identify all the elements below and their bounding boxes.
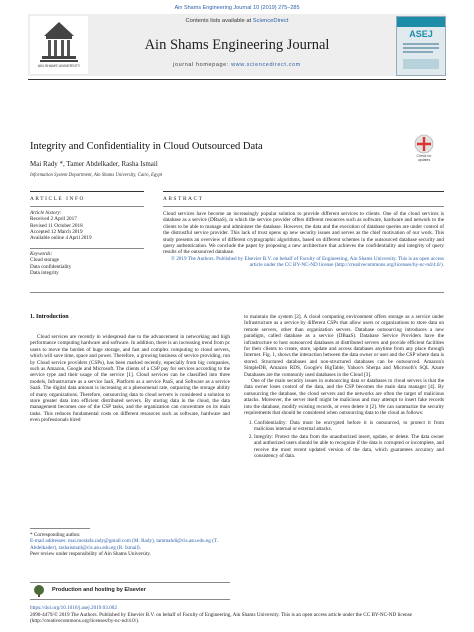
sciencedirect-link[interactable]: ScienceDirect xyxy=(252,18,289,24)
contents-prefix: Contents lists available at xyxy=(185,18,253,24)
intro-paragraph: Cloud services are recently in widespread due to the advancement in networking and high performance computing hardware and software. In addition, there is an increasing trend from pc users to move the burden of huge storage, and fast and complex computing to cloud servers, which will save time, space and power. Therefore, a growing business of service providing, run by Cloud service providers (CSPs), has been marked recently, especially from big companies, such as Amazon, Google and Microsoft. The clients of a CSP pay for services according to the service type and their usage of the service [1]. Cloud services can be classified into three models, Infrastructure as a service IaaS, Platform as a service PaaS, and Software as a service SaaS. The digital data amount is increasing at a phenomenal rate, outpacing the storage ability of many organizations. Therefore, outsourcing data to cloud servers is considered a solution to store greater data into efficient distributed servers. By storing data in the cloud, the data management becomes one of the CSP tasks, and the organization can concentrate on its main tasks. This reduces fundamental costs on different resources such as software, hardware and even professionals hired xyxy=(30,334,230,424)
header-rule xyxy=(28,79,446,80)
keyword-item: Data integrity xyxy=(30,269,59,276)
homepage-line xyxy=(92,62,382,68)
journal-name: Ain Shams Engineering Journal xyxy=(144,37,330,53)
crossmark-icon xyxy=(410,134,438,154)
license-line: 2090-4479/© 2019 The Authors. Published by Elsevier B.V. on behalf of Faculty of Engineering, Ain Shams University. This is an open access article under the CC BY-NC-ND license (http://creativecommons.org/licenses/by-nc-nd/4.0/). xyxy=(30,612,412,625)
cover-title: ASEJ xyxy=(409,29,433,39)
university-logo xyxy=(30,16,88,74)
intro-right-column xyxy=(244,314,444,461)
security-requirements-list xyxy=(244,420,444,460)
contents-line xyxy=(92,18,382,24)
journal-reference[interactable]: Ain Shams Engineering Journal 10 (2019) 275–285 xyxy=(174,5,300,11)
abstract-top-rule xyxy=(163,191,444,192)
history-accepted: Accepted 12 March 2019 xyxy=(30,228,83,235)
crossmark-badge[interactable] xyxy=(410,134,438,162)
homepage-prefix: journal homepage: xyxy=(173,62,232,68)
keyword-item: Cloud storage xyxy=(30,257,59,264)
intro-heading: 1. Introduction xyxy=(30,314,69,320)
cover-band xyxy=(397,17,445,27)
author-list: Mai Rady *, Tamer Abdelkader, Rasha Ismail xyxy=(30,160,158,168)
university-name: AIN SHAMS UNIVERSITY xyxy=(37,64,81,68)
footnote-corresponding: * Corresponding author. xyxy=(30,532,81,538)
article-title: Integrity and Confidentiality in Cloud Outsourced Data xyxy=(30,141,263,152)
article-history xyxy=(30,210,142,241)
elsevier-tree-icon xyxy=(32,585,46,597)
history-revised: Revised 11 October 2018 xyxy=(30,222,83,229)
info-top-rule xyxy=(30,191,144,192)
intro-left-column xyxy=(30,334,230,424)
doi-link[interactable]: https://doi.org/10.1016/j.asej.2019.03.002 xyxy=(30,605,117,611)
article-info-heading: ARTICLE INFO xyxy=(30,196,85,202)
abstract-copyright[interactable]: © 2019 The Authors. Published by Elsevier B.V. on behalf of Faculty of Engineering, Ain Shams University. This is an open access article under the CC BY-NC-ND license (http://creativecommons.org/licenses/by-nc-nd/4.0/). xyxy=(170,255,444,269)
list-item: 1. Confidentiality: Data must be encrypted before it is outsourced, to protect it from malicious internal or external attacks. xyxy=(254,420,444,433)
keywords-block xyxy=(30,251,142,276)
history-online: Available online 4 April 2019 xyxy=(30,235,92,242)
production-label: Production and hosting by Elsevier xyxy=(52,587,146,593)
homepage-link[interactable]: www.sciencedirect.com xyxy=(231,62,301,68)
keywords-label: Keywords: xyxy=(30,251,53,257)
crossmark-label: Check for updates xyxy=(416,154,432,162)
production-box xyxy=(30,582,230,600)
footnote-peer-review: Peer review under responsibility of Ain Shams University. xyxy=(30,550,151,557)
abstract-text: Cloud services have become an increasingly popular solution to provide different services to clients. One of the cloud services is database as a service (DBaaS), in which the service provider offers different resources such as software, hardware and network to the clients to be able to manage and administer the database. However, the data and the execution of database queries are under control of the distrustful service provider. This lack of trust opens up new security issues and serves as the chief motivation of our work. This study presents an overview of different cryptographic algorithms, based on different schemes in the outsourced database security and query authentication. We conclude the paper by proposing a new architecture that achieves the confidentiality and integrity of query results of the outsourced database. xyxy=(163,211,444,256)
journal-cover[interactable] xyxy=(396,16,446,76)
intro-paragraph: One of the main security issues in outsourcing data or databases to cloud servers is that the data owner loses control of the data, and the CSP becomes the main data manager [4]. By outsourcing the database, the cloud servers and the networks are often the target of malicious attacks. Moreover, the server itself might be malicious and may attempt to insert fake records into the database, modify existing records, or even delete it [2]. We can summarize the security requirements that should be considered when outsourcing data to the cloud as follows: xyxy=(244,378,444,417)
history-label: Article history: xyxy=(30,210,62,216)
footnote-emails[interactable]: E-mail addresses: mai.mostafa.rady@gmail.com (M. Rady), tammahdi@cis.asu.edu.eg (T. Abdelkader), rashaismail@cis.asu.edu.eg (R. Ismail). xyxy=(30,538,218,551)
abstract-heading: ABSTRACT xyxy=(163,196,204,202)
history-received: Received 2 April 2017 xyxy=(30,216,77,223)
keyword-item: Data confidentiality xyxy=(30,263,72,270)
list-item: 2. Integrity: Protect the data from the unauthorized insert, update, or delete. The data owner and authorized users should be able to recognize if the data is corrupted or incomplete, and receive the most recent updated version of the data, which guarantees accuracy and consistency of data. xyxy=(254,434,444,460)
intro-paragraph: to maintain the system [2]. A cloud computing environment offers storage as a service under Infrastructure as a service by different CSPs that allow users or organizations to store data on remote servers, other than organization servers. Database outsourcing introduces a new paradigm, called database as a service (DBaaS). Database Service Providers have the infrastructure to host outsourced databases at distributed servers and provide efficient facilities for their clients to create, store, update and access databases anytime from any place through Internet. Fig. 1, shows the interaction between the data owner or user and the CSP where data is stored. Structured databases and non-structured databases can be outsourced. Amazon's SimpleDB, Amazon RDS, Google's BigTable, Yahoo's Sherpa and Microsoft's SQL Azure Databases are the commonly used databases in the Cloud [3]. xyxy=(244,314,444,378)
footnotes xyxy=(30,532,230,557)
abstract-body xyxy=(163,211,444,269)
affiliation: Information System Department, Ain Shams University, Cairo, Egypt xyxy=(30,173,163,178)
